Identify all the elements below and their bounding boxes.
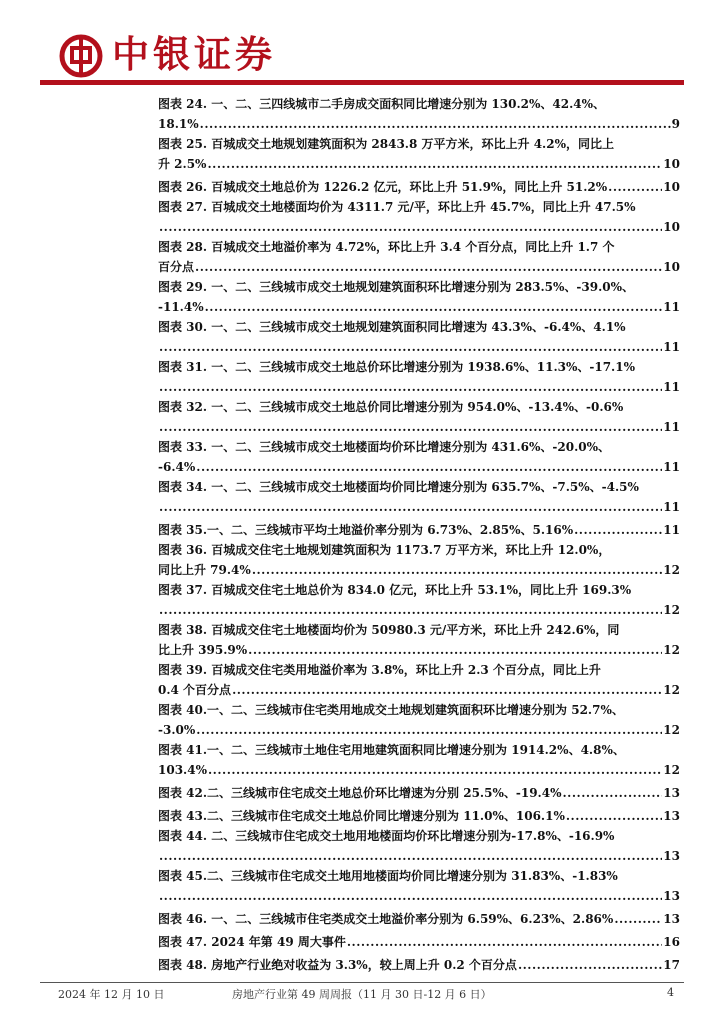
dot-leader xyxy=(159,337,662,357)
dot-leader xyxy=(252,560,662,580)
toc-page-number: 11 xyxy=(663,300,680,314)
toc-entry-title: 图表 25. 百城成交土地规划建筑面积为 2843.8 万平方米，环比上升 4.2%，同比上 xyxy=(158,137,614,151)
toc-page-number: 11 xyxy=(663,500,680,514)
toc-page-number: 13 xyxy=(663,889,680,903)
bank-of-china-logo-icon xyxy=(58,33,104,79)
dot-leader xyxy=(207,154,662,174)
toc-entry[interactable] xyxy=(158,620,680,660)
toc-entry-continuation: -3.0% xyxy=(158,723,196,737)
footer-page-number: 4 xyxy=(667,986,674,999)
toc-page-number: 12 xyxy=(663,723,680,737)
toc-entry[interactable] xyxy=(158,909,680,929)
toc-entry-continuation: 比上升 395.9% xyxy=(158,643,248,657)
toc-entry[interactable] xyxy=(158,806,680,826)
toc-entry-title: 图表 27. 百城成交土地楼面均价为 4311.7 元/平，环比上升 45.7%，同比上升 47.5% xyxy=(158,200,636,214)
toc-entry-title: 图表 42.二、三线城市住宅成交土地总价环比增速为分别 25.5%、-19.4% xyxy=(158,786,562,800)
toc-page-number: 11 xyxy=(663,523,680,537)
toc-entry-title: 图表 44. 二、三线城市住宅成交土地用地楼面均价环比增速分别为-17.8%、-16.9% xyxy=(158,829,615,843)
report-header xyxy=(0,0,724,80)
dot-leader xyxy=(205,297,663,317)
toc-entry-continuation: 升 2.5% xyxy=(158,157,207,171)
toc-page-number: 16 xyxy=(663,935,680,949)
dot-leader xyxy=(574,520,662,540)
toc-entry[interactable] xyxy=(158,477,680,517)
toc-entry-continuation: 同比上升 79.4% xyxy=(158,563,251,577)
toc-entry-title: 图表 41.一、二、三线城市土地住宅用地建筑面积同比增速分别为 1914.2%、4.8%、 xyxy=(158,743,625,757)
toc-page-number: 12 xyxy=(663,603,680,617)
dot-leader xyxy=(159,600,662,620)
footer-rule xyxy=(40,982,684,983)
toc-entry[interactable] xyxy=(158,955,680,975)
dot-leader xyxy=(200,114,671,134)
toc-page-number: 10 xyxy=(663,180,680,194)
toc-entry-title: 图表 46. 一、二、三线城市住宅类成交土地溢价率分别为 6.59%、6.23%、2.86% xyxy=(158,912,614,926)
toc-entry-title: 图表 40.一、二、三线城市住宅类用地成交土地规划建筑面积环比增速分别为 52.7%、 xyxy=(158,703,624,717)
dot-leader xyxy=(518,955,662,975)
toc-page-number: 12 xyxy=(663,643,680,657)
toc-entry[interactable] xyxy=(158,540,680,580)
toc-page-number: 12 xyxy=(663,763,680,777)
dot-leader xyxy=(608,177,662,197)
dot-leader xyxy=(159,497,662,517)
toc-entry-continuation: -6.4% xyxy=(158,460,196,474)
toc-entry-title: 图表 29. 一、二、三线城市成交土地规划建筑面积环比增速分别为 283.5%、-39.0%、 xyxy=(158,280,635,294)
toc-page-number: 11 xyxy=(663,460,680,474)
toc-page-number: 13 xyxy=(663,912,680,926)
toc-page-number: 12 xyxy=(663,683,680,697)
toc-entry-title: 图表 33. 一、二、三线城市成交土地楼面均价环比增速分别为 431.6%、-20.0%、 xyxy=(158,440,611,454)
toc-page-number: 10 xyxy=(663,220,680,234)
brand-name: 中银证券 xyxy=(112,32,276,76)
toc-entry[interactable] xyxy=(158,277,680,317)
toc-entry-title: 图表 28. 百城成交土地溢价率为 4.72%，环比上升 3.4 个百分点，同比上升 1.7 个 xyxy=(158,240,615,254)
dot-leader xyxy=(562,783,662,803)
dot-leader xyxy=(159,377,662,397)
toc-entry[interactable] xyxy=(158,437,680,477)
toc-entry[interactable] xyxy=(158,580,680,620)
toc-entry[interactable] xyxy=(158,932,680,952)
toc-entry-title: 图表 24. 一、二、三四线城市二手房成交面积同比增速分别为 130.2%、42.4%、 xyxy=(158,97,606,111)
footer-date: 2024 年 12 月 10 日 xyxy=(58,988,165,1001)
toc-entry-title: 图表 39. 百城成交住宅类用地溢价率为 3.8%，环比上升 2.3 个百分点，同比上升 xyxy=(158,663,601,677)
toc-entry-title: 图表 30. 一、二、三线城市成交土地规划建筑面积同比增速为 43.3%、-6.4%、4.1% xyxy=(158,320,626,334)
toc-entry-title: 图表 37. 百城成交住宅土地总价为 834.0 亿元，环比上升 53.1%，同比上升 169.3% xyxy=(158,583,632,597)
toc-entry-continuation: -11.4% xyxy=(158,300,204,314)
toc-entry[interactable] xyxy=(158,197,680,237)
toc-entry[interactable] xyxy=(158,520,680,540)
toc-entry-continuation: 0.4 个百分点 xyxy=(158,683,232,697)
toc-page-number: 13 xyxy=(663,809,680,823)
toc-page-number: 11 xyxy=(663,420,680,434)
toc-entry-title: 图表 26. 百城成交土地总价为 1226.2 亿元，环比上升 51.9%，同比上升 51.2% xyxy=(158,180,608,194)
header-rule xyxy=(40,80,684,85)
toc-page-number: 13 xyxy=(663,786,680,800)
toc-entry-title: 图表 35.一、二、三线城市平均土地溢价率分别为 6.73%、2.85%、5.16% xyxy=(158,523,574,537)
toc-entry-continuation: 百分点 xyxy=(158,260,195,274)
toc-page-number: 9 xyxy=(671,117,680,131)
toc-page-number: 17 xyxy=(663,958,680,972)
toc-page-number: 10 xyxy=(663,157,680,171)
toc-page-number: 11 xyxy=(663,380,680,394)
toc-entry[interactable] xyxy=(158,397,680,437)
toc-entry-continuation: 103.4% xyxy=(158,763,207,777)
toc-entry-continuation: 18.1% xyxy=(158,117,199,131)
toc-page-number: 11 xyxy=(663,340,680,354)
toc-entry[interactable] xyxy=(158,177,680,197)
dot-leader xyxy=(208,760,662,780)
toc-entry-title: 图表 47. 2024 年第 49 周大事件 xyxy=(158,935,346,949)
dot-leader xyxy=(196,457,662,477)
toc-entry-title: 图表 31. 一、二、三线城市成交土地总价环比增速分别为 1938.6%、11.3%、-17.1% xyxy=(158,360,635,374)
toc-entry-title: 图表 43.二、三线城市住宅成交土地总价同比增速分别为 11.0%、106.1% xyxy=(158,809,565,823)
toc-page-number: 13 xyxy=(663,849,680,863)
dot-leader xyxy=(614,909,662,929)
toc-entry[interactable] xyxy=(158,866,680,906)
footer-title: 房地产行业第 49 周周报（11 月 30 日-12 月 6 日） xyxy=(232,988,492,1001)
toc-entry[interactable] xyxy=(158,826,680,866)
dot-leader xyxy=(232,680,662,700)
toc-entry[interactable] xyxy=(158,134,680,174)
dot-leader xyxy=(159,846,662,866)
toc-entry[interactable] xyxy=(158,740,680,780)
toc-page-number: 10 xyxy=(663,260,680,274)
dot-leader xyxy=(159,217,662,237)
dot-leader xyxy=(566,806,662,826)
toc-entry[interactable] xyxy=(158,783,680,803)
toc-entry[interactable] xyxy=(158,317,680,357)
dot-leader xyxy=(347,932,662,952)
toc-entry[interactable] xyxy=(158,700,680,740)
toc-entry-title: 图表 34. 一、二、三线城市成交土地楼面均价同比增速分别为 635.7%、-7.5%、-4.5% xyxy=(158,480,639,494)
toc-entry-title: 图表 32. 一、二、三线城市成交土地总价同比增速分别为 954.0%、-13.4%、-0.6% xyxy=(158,400,624,414)
dot-leader xyxy=(195,257,662,277)
dot-leader xyxy=(196,720,662,740)
toc-entry[interactable] xyxy=(158,660,680,700)
toc-entry-title: 图表 38. 百城成交住宅土地楼面均价为 50980.3 元/平方米，环比上升 242.6%，同 xyxy=(158,623,620,637)
toc-page-number: 12 xyxy=(663,563,680,577)
table-of-figures xyxy=(158,94,680,975)
dot-leader xyxy=(159,417,662,437)
toc-entry-title: 图表 45.二、三线城市住宅成交土地用地楼面均价同比增速分别为 31.83%、-1.83% xyxy=(158,869,618,883)
toc-entry[interactable] xyxy=(158,237,680,277)
dot-leader xyxy=(248,640,662,660)
dot-leader xyxy=(159,886,662,906)
toc-entry-title: 图表 36. 百城成交住宅土地规划建筑面积为 1173.7 万平方米，环比上升 12.0%， xyxy=(158,543,611,557)
toc-entry-title: 图表 48. 房地产行业绝对收益为 3.3%，较上周上升 0.2 个百分点 xyxy=(158,958,517,972)
toc-entry[interactable] xyxy=(158,94,680,134)
toc-entry[interactable] xyxy=(158,357,680,397)
